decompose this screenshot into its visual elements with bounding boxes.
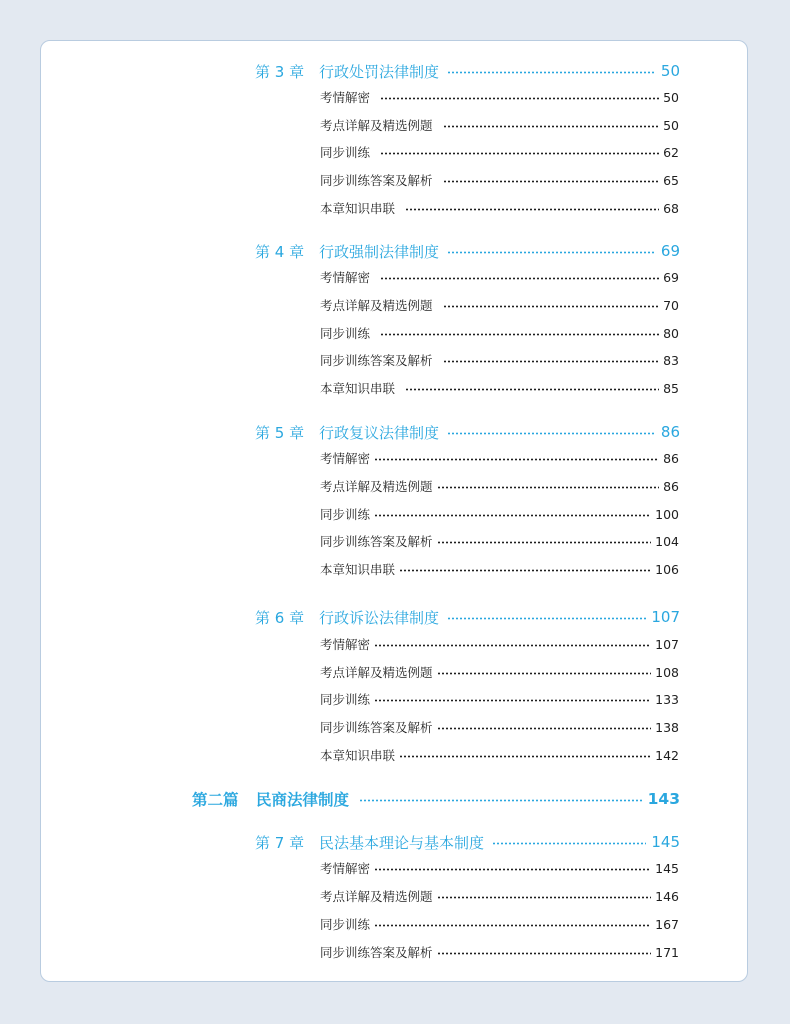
dot-leader [437, 541, 652, 544]
subentry-label: 考情解密 [320, 451, 371, 466]
page-number: 143 [647, 790, 680, 808]
dot-leader [374, 924, 651, 927]
dot-leader [405, 208, 659, 211]
subentry-label: 同步训练答案及解析 [320, 945, 433, 960]
subentry-label: 本章知识串联 [320, 748, 396, 763]
dot-leader [374, 458, 659, 461]
dot-leader [380, 152, 659, 155]
subentry-label: 本章知识串联 [320, 201, 396, 216]
toc-subentry[interactable] [320, 915, 679, 933]
toc-subentry[interactable] [320, 663, 679, 681]
page-number: 86 [660, 423, 680, 441]
dot-leader [374, 644, 651, 647]
dot-leader [443, 305, 660, 308]
dot-leader [447, 71, 656, 74]
dot-leader [399, 569, 651, 572]
page-number: 70 [663, 297, 679, 313]
subentry-label: 同步训练 [320, 917, 371, 932]
dot-leader [374, 699, 651, 702]
dot-leader [437, 896, 652, 899]
subentry-label: 同步训练 [320, 326, 371, 341]
subentry-label: 同步训练 [320, 692, 371, 707]
dot-leader [437, 727, 652, 730]
page-number: 138 [655, 719, 679, 735]
toc-subentry[interactable] [320, 171, 679, 189]
toc-subentry[interactable] [320, 199, 679, 217]
subentry-label: 本章知识串联 [320, 562, 396, 577]
toc-subentry[interactable] [320, 449, 679, 467]
subentry-label: 同步训练 [320, 507, 371, 522]
page-number: 69 [663, 269, 679, 285]
dot-leader [380, 333, 659, 336]
chapter-number: 第 4 章 [255, 242, 305, 261]
subentry-label: 同步训练答案及解析 [320, 353, 433, 368]
chapter-entry[interactable] [255, 831, 680, 853]
toc-subentry[interactable] [320, 887, 679, 905]
toc-subentry[interactable] [320, 324, 679, 342]
chapter-title: 行政强制法律制度 [319, 242, 440, 261]
page-number: 50 [660, 62, 680, 80]
part-entry[interactable] [192, 788, 680, 810]
subentry-label: 考情解密 [320, 861, 371, 876]
page-number: 86 [663, 450, 679, 466]
page-number: 50 [663, 89, 679, 105]
page-number: 68 [663, 200, 679, 216]
subentry-label: 考情解密 [320, 270, 371, 285]
toc-subentry[interactable] [320, 560, 679, 578]
part-number: 第二篇 [192, 791, 239, 809]
chapter-title: 民法基本理论与基本制度 [319, 833, 485, 852]
toc-subentry[interactable] [320, 690, 679, 708]
chapter-number: 第 5 章 [255, 423, 305, 442]
toc-subentry[interactable] [320, 379, 679, 397]
chapter-entry[interactable] [255, 240, 680, 262]
subentry-label: 考情解密 [320, 637, 371, 652]
page-number: 145 [651, 833, 680, 851]
dot-leader [492, 842, 646, 845]
chapter-entry[interactable] [255, 60, 680, 82]
subentry-label: 考点详解及精选例题 [320, 118, 433, 133]
page-number: 100 [655, 506, 679, 522]
chapter-entry[interactable] [255, 606, 680, 628]
toc-subentry[interactable] [320, 477, 679, 495]
page-number: 83 [663, 352, 679, 368]
toc-subentry[interactable] [320, 746, 679, 764]
dot-leader [443, 125, 660, 128]
toc-subentry[interactable] [320, 143, 679, 161]
dot-leader [447, 432, 656, 435]
dot-leader [443, 180, 660, 183]
dot-leader [437, 486, 660, 489]
toc-subentry[interactable] [320, 943, 679, 961]
page-number: 104 [655, 533, 679, 549]
toc-subentry[interactable] [320, 116, 679, 134]
toc-subentry[interactable] [320, 718, 679, 736]
dot-leader [399, 755, 651, 758]
dot-leader [447, 617, 646, 620]
subentry-label: 同步训练答案及解析 [320, 173, 433, 188]
toc-subentry[interactable] [320, 351, 679, 369]
chapter-number: 第 6 章 [255, 608, 305, 627]
page-number: 142 [655, 747, 679, 763]
page-number: 106 [655, 561, 679, 577]
subentry-label: 考点详解及精选例题 [320, 479, 433, 494]
page-number: 69 [660, 242, 680, 260]
subentry-label: 同步训练答案及解析 [320, 534, 433, 549]
chapter-number: 第 3 章 [255, 62, 305, 81]
dot-leader [447, 251, 656, 254]
toc-subentry[interactable] [320, 859, 679, 877]
toc-subentry[interactable] [320, 88, 679, 106]
page-number: 50 [663, 117, 679, 133]
toc-subentry[interactable] [320, 532, 679, 550]
chapter-title: 行政复议法律制度 [319, 423, 440, 442]
subentry-label: 本章知识串联 [320, 381, 396, 396]
dot-leader [380, 277, 659, 280]
dot-leader [359, 799, 643, 802]
dot-leader [405, 388, 659, 391]
page-number: 171 [655, 944, 679, 960]
page-number: 146 [655, 888, 679, 904]
dot-leader [437, 672, 652, 675]
toc-subentry[interactable] [320, 268, 679, 286]
subentry-label: 同步训练答案及解析 [320, 720, 433, 735]
toc-subentry[interactable] [320, 635, 679, 653]
dot-leader [374, 514, 651, 517]
chapter-title: 行政诉讼法律制度 [319, 608, 440, 627]
page-number: 107 [651, 608, 680, 626]
page-number: 107 [655, 636, 679, 652]
dot-leader [437, 952, 652, 955]
subentry-label: 同步训练 [320, 145, 371, 160]
chapter-entry[interactable] [255, 421, 680, 443]
page-number: 80 [663, 325, 679, 341]
page-number: 86 [663, 478, 679, 494]
page-number: 108 [655, 664, 679, 680]
part-title: 民商法律制度 [256, 791, 350, 809]
subentry-label: 考点详解及精选例题 [320, 889, 433, 904]
page-number: 85 [663, 380, 679, 396]
chapter-title: 行政处罚法律制度 [319, 62, 440, 81]
dot-leader [380, 97, 659, 100]
subentry-label: 考点详解及精选例题 [320, 298, 433, 313]
page-number: 167 [655, 916, 679, 932]
toc-subentry[interactable] [320, 296, 679, 314]
subentry-label: 考情解密 [320, 90, 371, 105]
page-number: 145 [655, 860, 679, 876]
subentry-label: 考点详解及精选例题 [320, 665, 433, 680]
page-number: 62 [663, 144, 679, 160]
toc-subentry[interactable] [320, 505, 679, 523]
page-number: 65 [663, 172, 679, 188]
page-number: 133 [655, 691, 679, 707]
dot-leader [443, 360, 660, 363]
chapter-number: 第 7 章 [255, 833, 305, 852]
dot-leader [374, 868, 651, 871]
